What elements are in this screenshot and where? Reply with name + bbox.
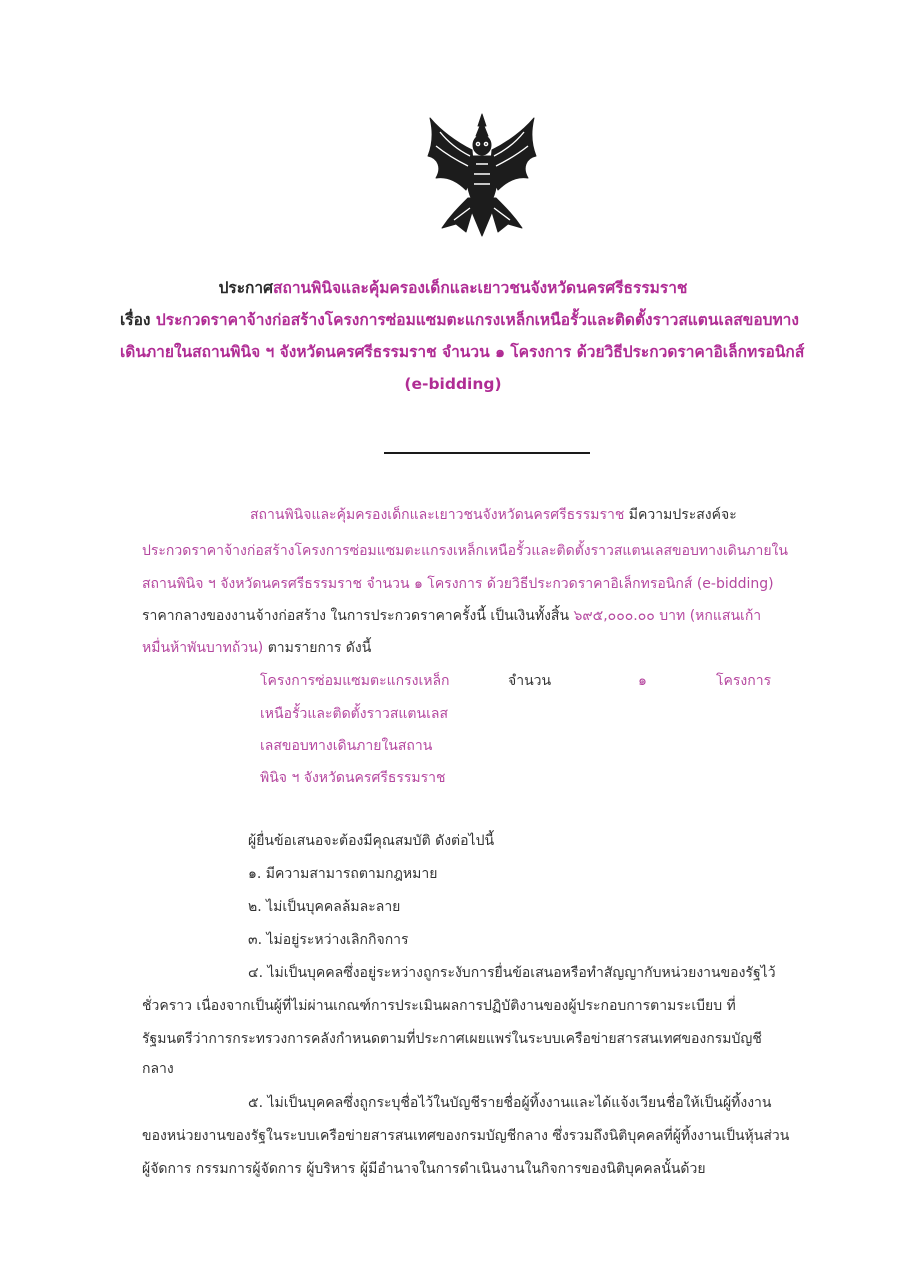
intro-line-2: ประกวดราคาจ้างก่อสร้างโครงการซ่อมแซมตะแกรงเหล็กเหนือรั้วและติดตั้งราวสแตนเลสขอบทางเดินภายใน — [142, 543, 788, 559]
qualifications-intro: ผู้ยื่นข้อเสนอจะต้องมีคุณสมบัติ ดังต่อไปนี้ — [248, 833, 495, 849]
project-name-line-3: เลสขอบทางเดินภายในสถาน — [260, 738, 433, 754]
intro-organization: สถานพินิจและคุ้มครองเด็กและเยาวชนจังหวัดนครศรีธรรมราช — [250, 507, 625, 523]
qualification-4-line-4: กลาง — [142, 1061, 174, 1077]
budget-amount-words: หมื่นห้าพันบาทถ้วน) — [142, 640, 264, 656]
intro-line-3: สถานพินิจ ฯ จังหวัดนครศรีธรรมราช จำนวน ๑ โครงการ ด้วยวิธีประกวดราคาอิเล็กทรอนิกส์ (e-bidding) — [142, 576, 774, 592]
qualification-5-line-2: ของหน่วยงานของรัฐในระบบเครือข่ายสารสนเทศของกรมบัญชีกลาง ซึ่งรวมถึงนิติบุคคลที่ผู้ทิ้งงานเป็นหุ้นส่วน — [142, 1128, 790, 1144]
project-name-line-4: พินิจ ฯ จังหวัดนครศรีธรรมราช — [260, 770, 446, 786]
project-unit: โครงการ — [716, 673, 772, 689]
intro-line-4 — [142, 605, 761, 627]
intro-line-1 — [250, 504, 737, 526]
project-name-line-1: โครงการซ่อมแซมตะแกรงเหล็ก — [260, 673, 450, 689]
qualification-4-line-3: รัฐมนตรีว่าการกระทรวงการคลังกำหนดตามที่ประกาศเผยแพร่ในระบบเครือข่ายสารสนเทศของกรมบัญชี — [142, 1031, 762, 1047]
qualification-4-line-1: ๔. ไม่เป็นบุคคลซึ่งอยู่ระหว่างถูกระงับการยื่นข้อเสนอหรือทำสัญญากับหน่วยงานของรัฐไว้ — [248, 965, 776, 981]
title-divider — [384, 452, 590, 454]
subject-prefix: เรื่อง — [120, 311, 156, 329]
subject-line-2: เดินภายในสถานพินิจ ฯ จังหวัดนครศรีธรรมราช จำนวน ๑ โครงการ ด้วยวิธีประกวดราคาอิเล็กทรอนิกส์ — [120, 343, 805, 361]
qualification-4-line-2: ชั่วคราว เนื่องจากเป็นผู้ที่ไม่ผ่านเกณฑ์การประเมินผลการปฏิบัติงานของผู้ประกอบการตามระเบียบ ที่ — [142, 998, 736, 1014]
intro-line-4-text: ราคากลางของงานจ้างก่อสร้าง ในการประกวดราคาครั้งนี้ เป็นเงินทั้งสิ้น — [142, 608, 574, 624]
project-quantity: ๑ — [638, 673, 647, 689]
subject-line-1 — [120, 304, 799, 336]
announcement-title-block — [120, 272, 805, 400]
title-organization: สถานพินิจและคุ้มครองเด็กและเยาวชนจังหวัดนครศรีธรรมราช — [272, 279, 688, 297]
subject-text-1: ประกวดราคาจ้างก่อสร้างโครงการซ่อมแซมตะแกรงเหล็กเหนือรั้วและติดตั้งราวสแตนเลสขอบทาง — [155, 311, 799, 329]
title-prefix: ประกาศ — [218, 279, 273, 297]
qualification-2: ๒. ไม่เป็นบุคคลล้มละลาย — [248, 899, 401, 915]
intro-line-1-rest: มีความประสงค์จะ — [624, 507, 737, 523]
qualification-5-line-1: ๕. ไม่เป็นบุคคลซึ่งถูกระบุชื่อไว้ในบัญชีรายชื่อผู้ทิ้งงานและได้แจ้งเวียนชื่อให้เป็นผู้ทิ้งงาน — [248, 1095, 772, 1111]
qualification-3: ๓. ไม่อยู่ระหว่างเลิกกิจการ — [248, 932, 409, 948]
project-quantity-label: จำนวน — [508, 673, 552, 689]
qualification-5-line-3: ผู้จัดการ กรรมการผู้จัดการ ผู้บริหาร ผู้มีอำนาจในการดำเนินงานในกิจการของนิติบุคคลนั้นด้วย — [142, 1161, 706, 1177]
announcement-title — [120, 272, 786, 304]
project-name-line-2: เหนือรั้วและติดตั้งราวสแตนเลส — [260, 706, 448, 722]
garuda-emblem-icon — [426, 112, 538, 238]
intro-line-5 — [142, 637, 371, 659]
subject-line-3: (e-bidding) — [404, 375, 502, 393]
budget-amount: ๖๙๕,๐๐๐.๐๐ บาท (หกแสนเก้า — [573, 608, 762, 624]
qualification-1: ๑. มีความสามารถตามกฎหมาย — [248, 866, 438, 882]
intro-line-5-rest: ตามรายการ ดังนี้ — [263, 640, 372, 656]
